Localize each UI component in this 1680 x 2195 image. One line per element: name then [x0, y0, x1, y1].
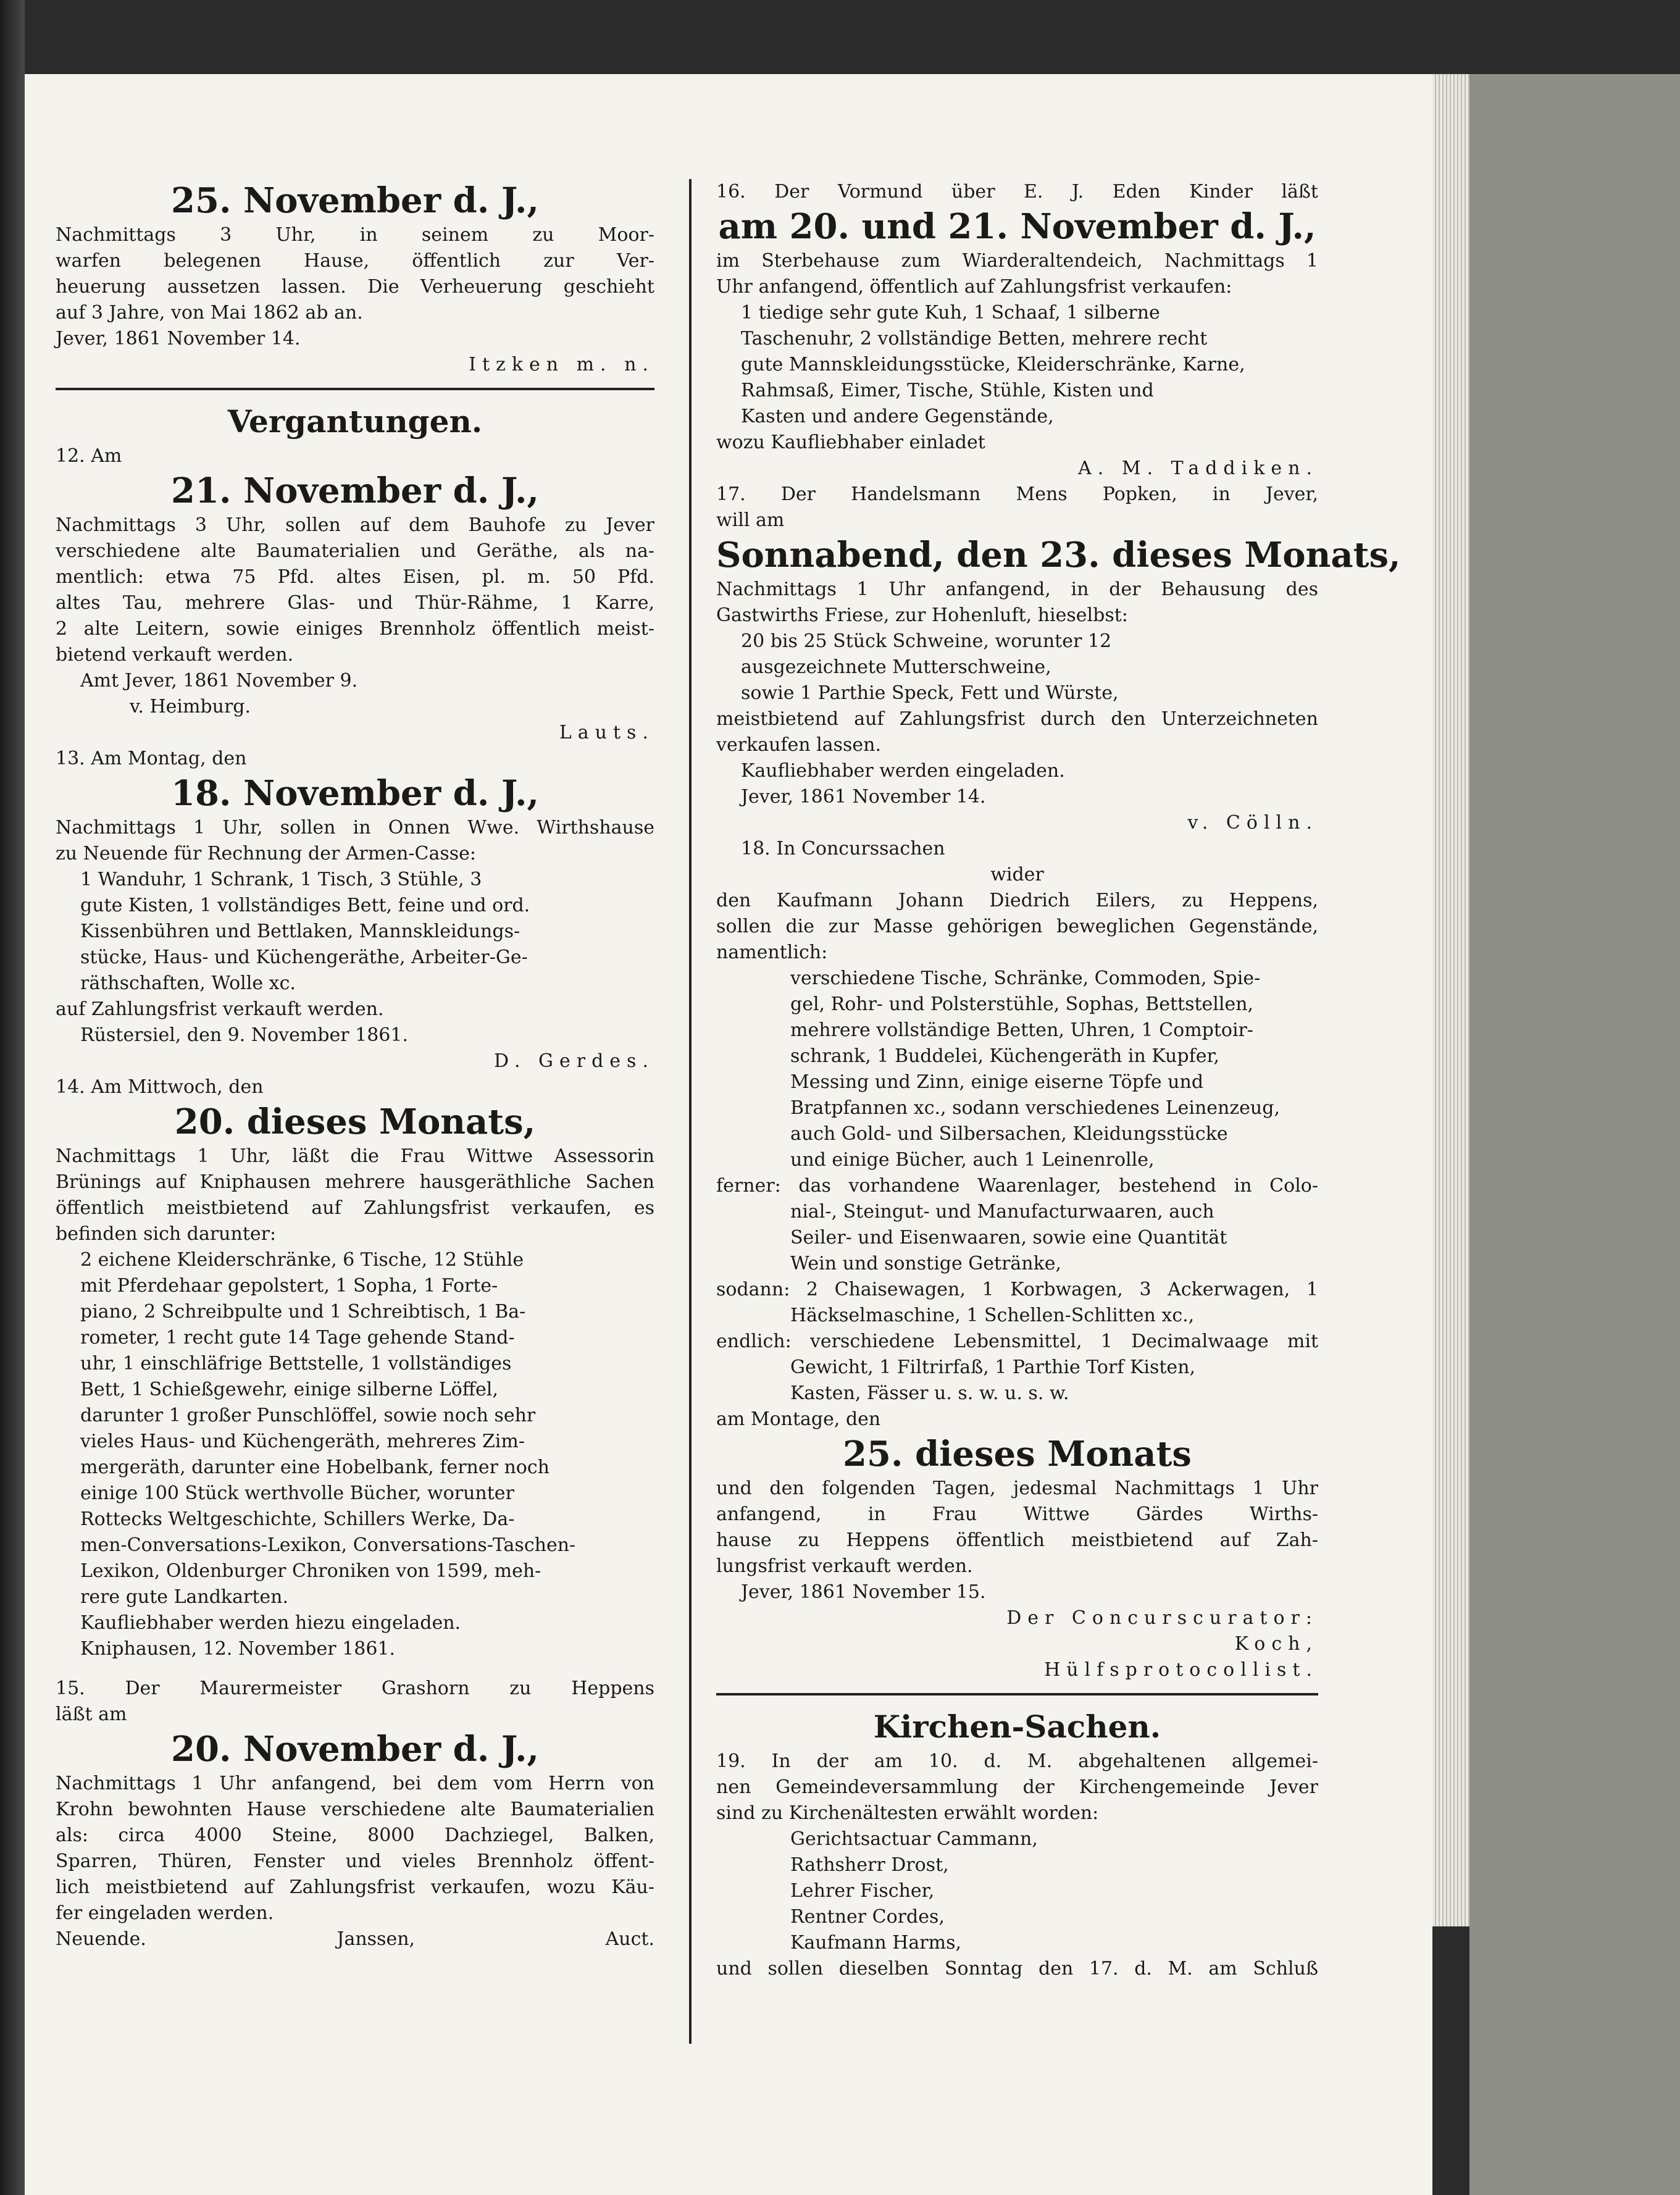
text-line: mit Pferdehaar gepolstert, 1 Sopha, 1 Forte- [80, 1275, 498, 1297]
text-line: und den folgenden Tagen, jedesmal Nachmittags 1 Uhr [716, 1478, 1318, 1499]
text-line: Wein und sonstige Getränke, [790, 1253, 1062, 1274]
section-heading: Kirchen-Sachen. [873, 1708, 1161, 1745]
signature-line: v. Cölln. [1187, 812, 1318, 834]
text-line: Nachmittags 1 Uhr anfangend, bei dem vom Herrn von [56, 1773, 654, 1794]
text-line: men-Conversations-Lexikon, Conversations-Taschen- [80, 1534, 576, 1556]
text-line: Kaufmann Harms, [790, 1932, 962, 1954]
text-line: 1 Wanduhr, 1 Schrank, 1 Tisch, 3 Stühle, 3 [80, 869, 482, 890]
text-line: Kasten und andere Gegenstände, [741, 406, 1054, 427]
text-line: und einige Bücher, auch 1 Leinenrolle, [790, 1149, 1155, 1171]
text-line: den Kaufmann Johann Diedrich Eilers, zu Heppens, [716, 890, 1318, 911]
signature-line: Der Concurscurator: [1006, 1607, 1318, 1629]
auction-date-heading: 21. November d. J., [171, 470, 539, 511]
text-line: Kaufliebhaber werden eingeladen. [741, 760, 1065, 782]
auction-date-heading: 25. dieses Monats [843, 1434, 1192, 1474]
text-line: rere gute Landkarten. [80, 1586, 289, 1608]
text-line: gel, Rohr- und Polsterstühle, Sophas, Bettstellen, [790, 993, 1254, 1015]
text-line: nen Gemeindeversammlung der Kirchengemeinde Jever [716, 1776, 1318, 1798]
signature-line: Hülfsprotocollist. [1044, 1659, 1318, 1681]
signature-line: A. M. Taddiken. [1078, 458, 1318, 479]
text-line: Jever, 1861 November 14. [56, 328, 301, 349]
text-line: 13. Am Montag, den [56, 748, 247, 769]
text-line: fer eingeladen werden. [56, 1902, 274, 1924]
auction-date-heading: 25. November d. J., [171, 180, 539, 221]
text-line: Messing und Zinn, einige eiserne Töpfe und [790, 1071, 1204, 1093]
text-line: Nachmittags 1 Uhr, läßt die Frau Wittwe Assessorin [56, 1145, 654, 1167]
text-line: ferner: das vorhandene Waarenlager, bestehend in Colo- [716, 1175, 1318, 1197]
text-line: auf Zahlungsfrist verkauft werden. [56, 998, 384, 1020]
text-line: auf 3 Jahre, von Mai 1862 ab an. [56, 302, 363, 324]
text-line: schrank, 1 Buddelei, Küchengeräth in Kupfer, [790, 1045, 1220, 1067]
text-line: verkaufen lassen. [716, 734, 882, 756]
text-line: Lehrer Fischer, [790, 1880, 935, 1902]
text-line: heuerung aussetzen lassen. Die Verheuerung geschieht [56, 276, 654, 298]
section-rule [716, 1693, 1318, 1695]
text-line: Bett, 1 Schießgewehr, einige silberne Löffel, [80, 1379, 498, 1400]
text-line: Seiler- und Eisenwaaren, sowie eine Quantität [790, 1227, 1227, 1248]
signature-line: Koch, [1234, 1633, 1318, 1655]
text-line: Kasten, Fässer u. s. w. u. s. w. [790, 1382, 1069, 1404]
text-line: zu Neuende für Rechnung der Armen-Casse: [56, 843, 477, 864]
text-line: Lexikon, Oldenburger Chroniken von 1599, meh- [80, 1560, 541, 1582]
text-line: Jever, 1861 November 14. [741, 786, 986, 808]
text-line: lich meistbietend auf Zahlungsfrist verkaufen, wozu Käu- [56, 1876, 654, 1898]
auction-date-heading: 20. November d. J., [171, 1729, 539, 1770]
text-line: vieles Haus- und Küchengeräth, mehreres Zim- [80, 1431, 525, 1452]
text-line: Gewicht, 1 Filtrirfaß, 1 Parthie Torf Kisten, [790, 1357, 1196, 1378]
text-line: mentlich: etwa 75 Pfd. altes Eisen, pl. m. 50 Pfd. [56, 566, 654, 588]
page-edges [1432, 74, 1469, 1926]
text-line: läßt am [56, 1704, 127, 1725]
text-line: verschiedene Tische, Schränke, Commoden, Spie- [790, 968, 1261, 989]
book-cover-board [1469, 74, 1680, 2195]
text-line: Rottecks Weltgeschichte, Schillers Werke, Da- [80, 1508, 515, 1530]
text-line: sind zu Kirchenältesten erwählt worden: [716, 1802, 1099, 1824]
text-line: öffentlich meistbietend auf Zahlungsfrist verkaufen, es [56, 1197, 654, 1219]
text-line: im Sterbehause zum Wiarderaltendeich, Nachmittags 1 [716, 250, 1318, 272]
text-line: warfen belegenen Hause, öffentlich zur Ver- [56, 250, 654, 272]
text-line: hause zu Heppens öffentlich meistbietend auf Zah- [716, 1529, 1318, 1551]
text-line: 19. In der am 10. d. M. abgehaltenen allgemei- [716, 1750, 1318, 1772]
text-line: Brünings auf Kniphausen mehrere hausgeräthliche Sachen [56, 1171, 654, 1193]
section-heading: Vergantungen. [227, 403, 483, 440]
text-line: 1 tiedige sehr gute Kuh, 1 Schaaf, 1 silberne [741, 302, 1160, 324]
text-line: Jever, 1861 November 15. [741, 1581, 986, 1603]
section-rule [56, 388, 654, 390]
text-line: Uhr anfangend, öffentlich auf Zahlungsfrist verkaufen: [716, 276, 1232, 298]
text-line: Kissenbühren und Bettlaken, Mannskleidungs- [80, 921, 520, 942]
text-line: ausgezeichnete Mutterschweine, [741, 656, 1051, 678]
text-line: 18. In Concurssachen [741, 838, 945, 859]
text-line: 12. Am [56, 445, 122, 467]
auction-date-heading: Sonnabend, den 23. dieses Monats, [716, 535, 1401, 575]
text-line: 2 alte Leitern, sowie einiges Brennholz öffentlich meist- [56, 618, 654, 640]
text-line: v. Heimburg. [130, 696, 251, 717]
text-line: verschiedene alte Baumaterialien und Geräthe, als na- [56, 540, 654, 562]
text-line: 14. Am Mittwoch, den [56, 1076, 264, 1098]
text-line: Nachmittags 1 Uhr, sollen in Onnen Wwe. Wirthshause [56, 817, 654, 838]
text-line: auch Gold- und Silbersachen, Kleidungsstücke [790, 1123, 1228, 1145]
text-line: mehrere vollständige Betten, Uhren, 1 Comptoir- [790, 1019, 1254, 1041]
text-line: lungsfrist verkauft werden. [716, 1555, 973, 1577]
text-line: als: circa 4000 Steine, 8000 Dachziegel, Balken, [56, 1825, 654, 1846]
text-line: endlich: verschiedene Lebensmittel, 1 Decimalwaage mit [716, 1331, 1318, 1352]
signature-line: D. Gerdes. [493, 1050, 654, 1072]
text-line: Taschenuhr, 2 vollständige Betten, mehrere recht [741, 328, 1208, 349]
book-binding [0, 0, 25, 2195]
text-line: sollen die zur Masse gehörigen beweglichen Gegenstände, [716, 916, 1318, 937]
text-line: anfangend, in Frau Wittwe Gärdes Wirths- [716, 1503, 1318, 1525]
text-line: räthschaften, Wolle xc. [80, 972, 296, 994]
text-line: Gerichtsactuar Cammann, [790, 1828, 1038, 1850]
text-line: befinden sich darunter: [56, 1223, 277, 1245]
text-line: Kniphausen, 12. November 1861. [80, 1638, 396, 1660]
text-line: darunter 1 großer Punschlöffel, sowie noch sehr [80, 1405, 536, 1426]
text-line: wozu Kaufliebhaber einladet [716, 432, 985, 453]
text-line: Amt Jever, 1861 November 9. [80, 670, 358, 692]
text-line: Gastwirths Friese, zur Hohenluft, hieselbst: [716, 604, 1128, 626]
text-line: Sparren, Thüren, Fenster und vieles Brennholz öffent- [56, 1850, 654, 1872]
text-line: uhr, 1 einschläfrige Bettstelle, 1 vollständiges [80, 1353, 512, 1374]
column-divider [689, 179, 692, 2044]
text-line: namentlich: [716, 942, 828, 963]
text-line: Rüstersiel, den 9. November 1861. [80, 1024, 409, 1046]
text-line: Neuende. Janssen, Auct. [56, 1928, 654, 1950]
text-line: Krohn bewohnten Hause verschiedene alte Baumaterialien [56, 1799, 654, 1820]
text-line: rometer, 1 recht gute 14 Tage gehende Stand- [80, 1327, 515, 1348]
text-line: Kaufliebhaber werden hiezu eingeladen. [80, 1612, 461, 1634]
text-line: 15. Der Maurermeister Grashorn zu Heppens [56, 1678, 654, 1699]
text-line: meistbietend auf Zahlungsfrist durch den Unterzeichneten [716, 708, 1318, 730]
text-line: Bratpfannen xc., sodann verschiedenes Leinenzeug, [790, 1097, 1280, 1119]
text-line: will am [716, 509, 785, 531]
text-line: 20 bis 25 Stück Schweine, worunter 12 [741, 630, 1112, 652]
text-line: und sollen dieselben Sonntag den 17. d. M. am Schluß [716, 1958, 1318, 1980]
text-line: sowie 1 Parthie Speck, Fett und Würste, [741, 682, 1119, 704]
text-line: bietend verkauft werden. [56, 644, 294, 666]
auction-date-heading: 20. dieses Monats, [174, 1102, 536, 1142]
signature-line: Itzken m. n. [469, 354, 654, 375]
text-line: altes Tau, mehrere Glas- und Thür-Rähme, 1 Karre, [56, 592, 654, 614]
text-line: 17. Der Handelsmann Mens Popken, in Jever, [716, 483, 1318, 505]
text-line: am Montage, den [716, 1408, 881, 1430]
text-line: mergeräth, darunter eine Hobelbank, ferner noch [80, 1457, 550, 1478]
text-line: stücke, Haus- und Küchengeräthe, Arbeiter-Ge- [80, 947, 528, 968]
text-line: Häckselmaschine, 1 Schellen-Schlitten xc., [790, 1305, 1195, 1326]
auction-date-heading: am 20. und 21. November d. J., [718, 206, 1316, 247]
text-line: 16. Der Vormund über E. J. Eden Kinder läßt [716, 181, 1318, 203]
left-column [56, 179, 654, 1952]
text-line: Nachmittags 3 Uhr, sollen auf dem Bauhofe zu Jever [56, 514, 654, 536]
right-column [716, 179, 1401, 1982]
auction-date-heading: 18. November d. J., [171, 773, 539, 814]
text-line: nial-, Steingut- und Manufacturwaaren, auch [790, 1201, 1214, 1223]
text-line: wider [990, 864, 1044, 885]
text-line: sodann: 2 Chaisewagen, 1 Korbwagen, 3 Ackerwagen, 1 [716, 1279, 1318, 1300]
text-line: Rathsherr Drost, [790, 1854, 949, 1876]
text-line: gute Mannskleidungsstücke, Kleiderschränke, Karne, [741, 354, 1245, 375]
text-line: Nachmittags 3 Uhr, in seinem zu Moor- [56, 224, 654, 246]
text-line: piano, 2 Schreibpulte und 1 Schreibtisch, 1 Ba- [80, 1301, 526, 1323]
text-line: Rahmsaß, Eimer, Tische, Stühle, Kisten und [741, 380, 1154, 401]
spacer [56, 1662, 654, 1676]
signature-line: Lauts. [559, 722, 654, 743]
text-line: einige 100 Stück werthvolle Bücher, worunter [80, 1482, 514, 1504]
text-line: gute Kisten, 1 vollständiges Bett, feine und ord. [80, 895, 530, 916]
text-line: Rentner Cordes, [790, 1906, 945, 1928]
text-line: 2 eichene Kleiderschränke, 6 Tische, 12 Stühle [80, 1249, 524, 1271]
text-line: Nachmittags 1 Uhr anfangend, in der Behausung des [716, 579, 1318, 600]
